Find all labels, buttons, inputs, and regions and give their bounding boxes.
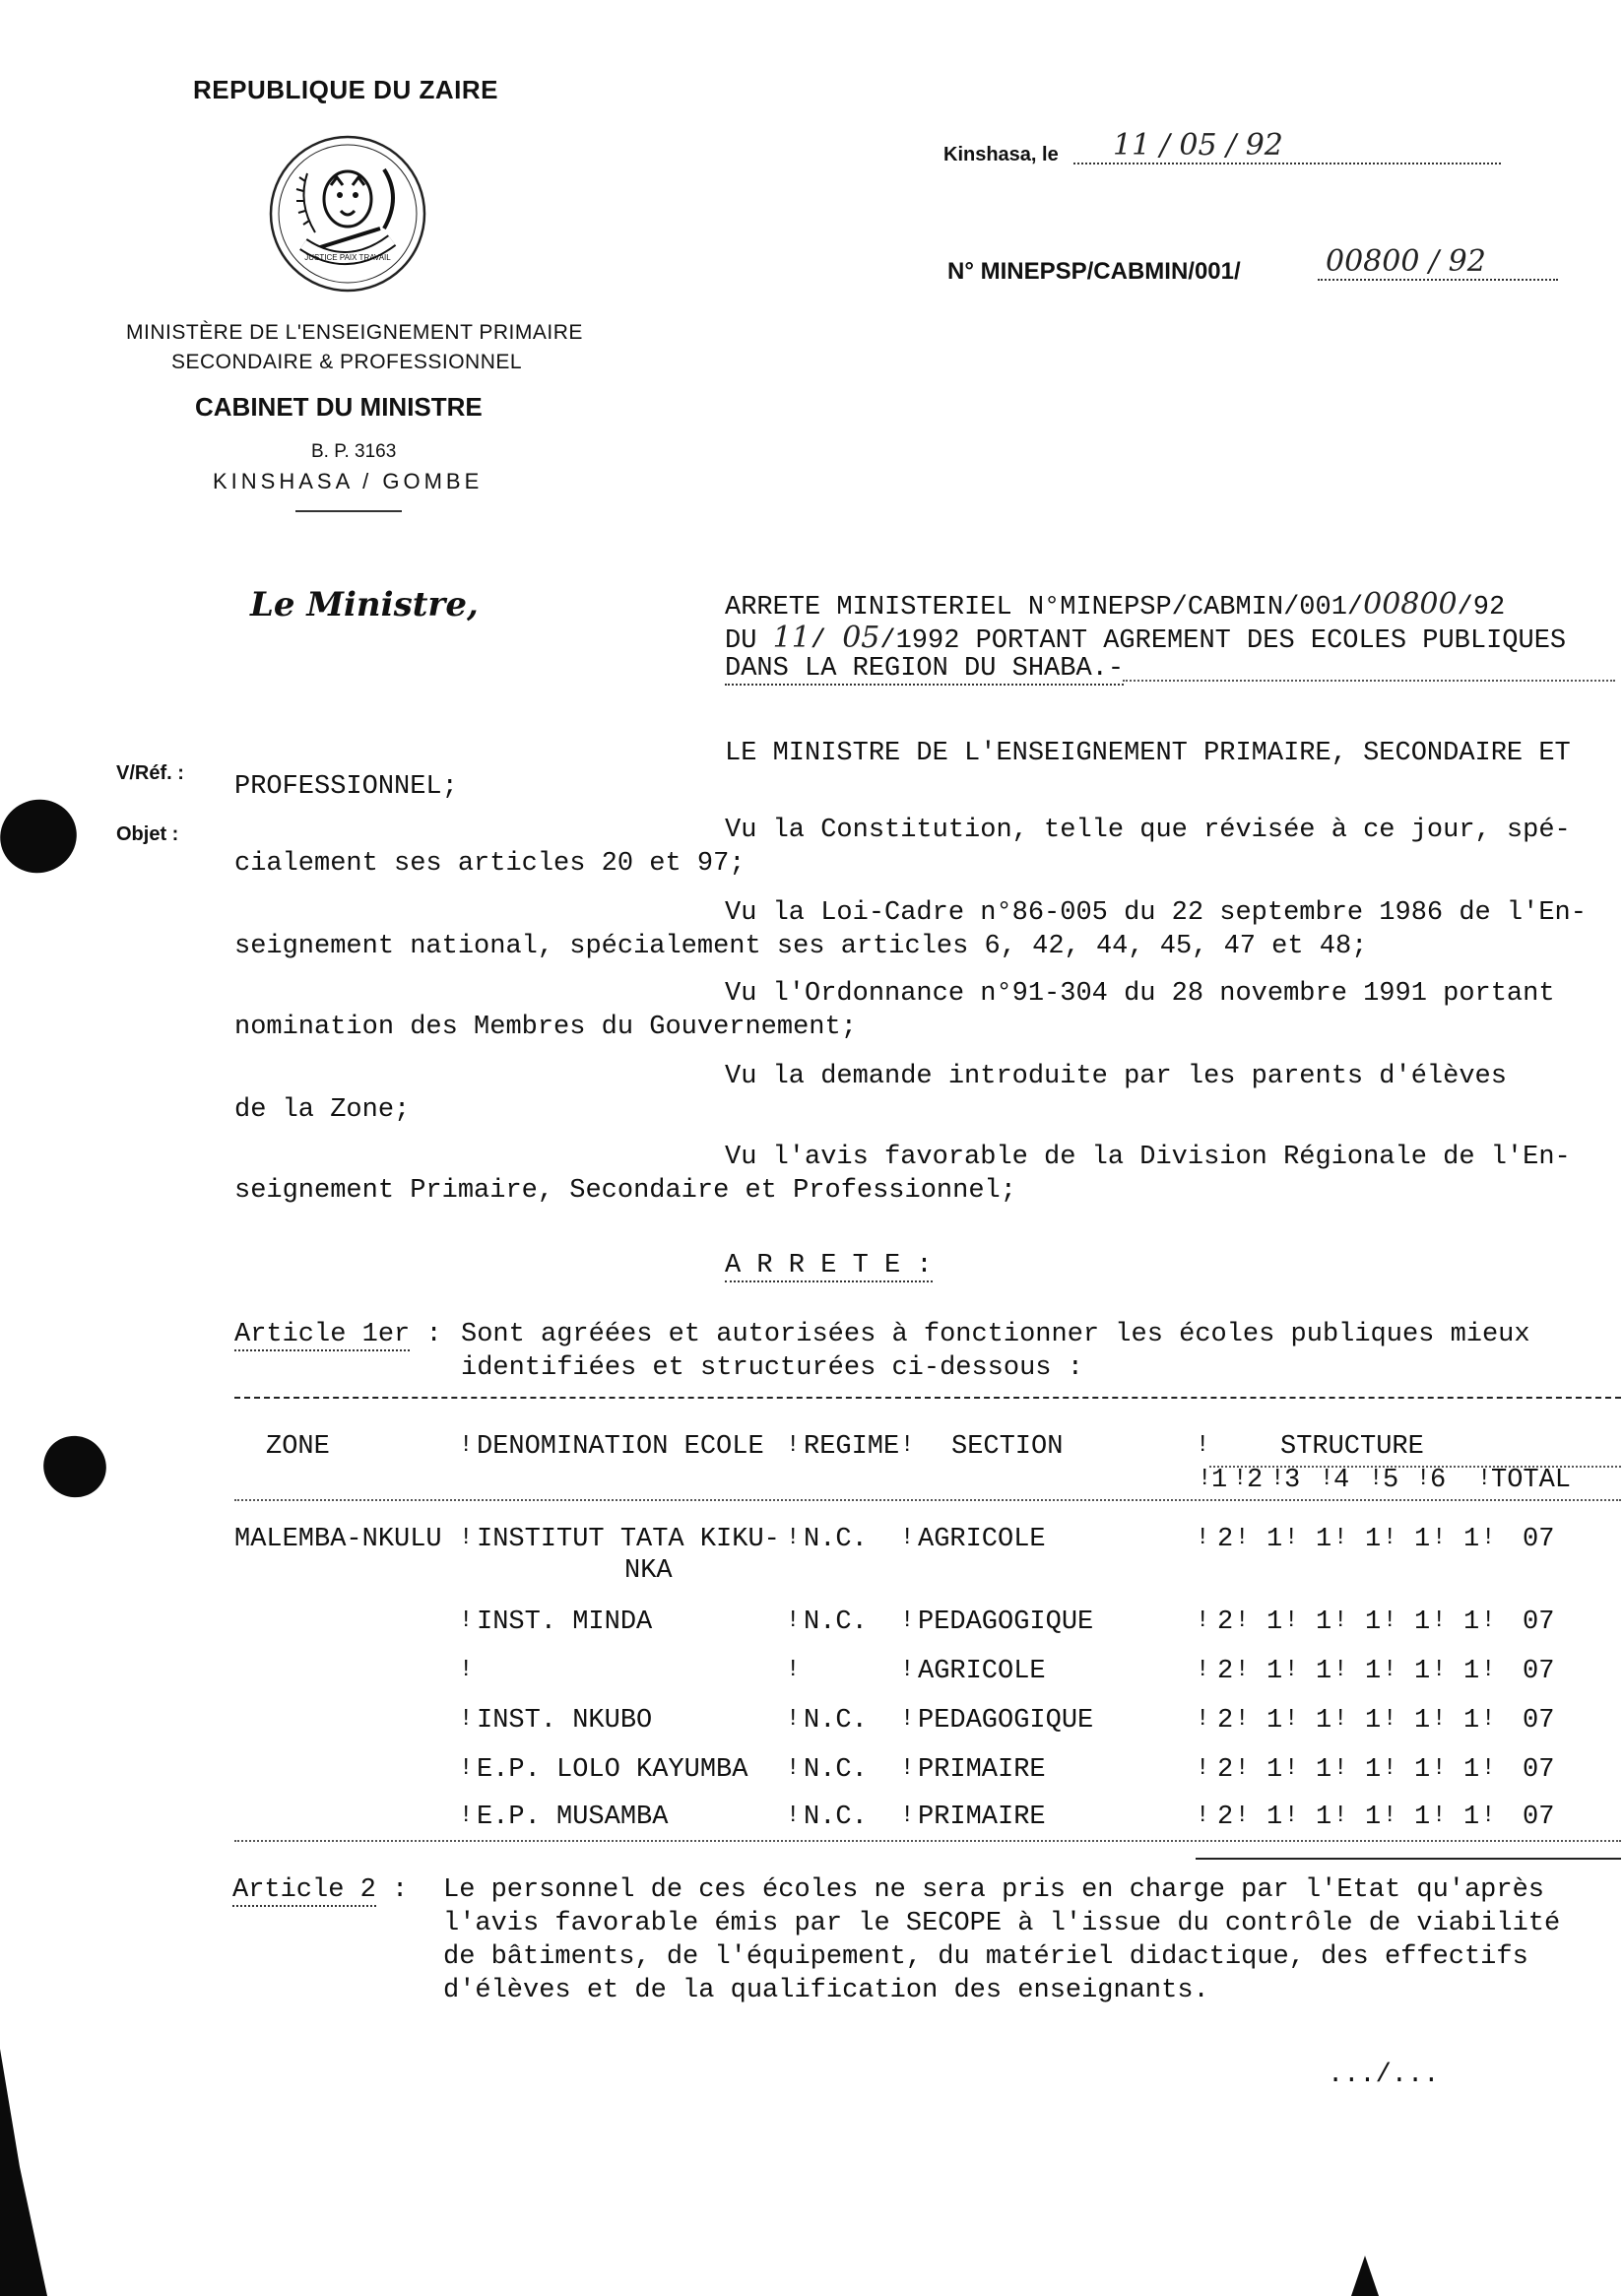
cell-structure-5: 1 <box>1414 1525 1431 1554</box>
structure-col-1: 1 <box>1211 1466 1228 1495</box>
cell-structure-5: 1 <box>1414 1657 1431 1686</box>
table-separator: ! <box>786 1706 801 1733</box>
cell-regime: N.C. <box>804 1755 868 1785</box>
table-separator: ! <box>1432 1525 1447 1551</box>
cell-structure-6: 1 <box>1463 1657 1480 1686</box>
table-separator: ! <box>1383 1706 1397 1733</box>
handwritten-date: 11 / 05 / 92 <box>1113 128 1283 163</box>
table-separator: ! <box>900 1755 915 1782</box>
table-separator: ! <box>1270 1466 1285 1492</box>
table-separator: ! <box>1383 1803 1397 1829</box>
article1-label: Article 1er : <box>234 1320 442 1349</box>
cell-structure-2: 1 <box>1266 1755 1283 1785</box>
table-separator: ! <box>1432 1607 1447 1634</box>
table-separator: ! <box>1481 1706 1496 1733</box>
cell-structure-1: 2 <box>1217 1803 1234 1832</box>
le-ministre-heading: Le Ministre, <box>250 585 479 624</box>
cell-structure-4: 1 <box>1365 1755 1382 1785</box>
cell-structure-3: 1 <box>1316 1755 1332 1785</box>
date-value <box>1073 128 1501 164</box>
cell-structure-3: 1 <box>1316 1803 1332 1832</box>
table-separator: ! <box>1383 1607 1397 1634</box>
article2-text-line4: d'élèves et de la qualification des enseignants. <box>443 1976 1209 2005</box>
table-separator: ! <box>1196 1755 1210 1782</box>
page-continuation: .../... <box>1328 2061 1440 2090</box>
table-separator: ! <box>900 1706 915 1733</box>
table-separator: ! <box>1432 1657 1447 1683</box>
table-separator: ! <box>1320 1466 1334 1492</box>
table-separator: ! <box>1235 1657 1250 1683</box>
handwritten-month: 05 <box>842 621 880 655</box>
table-separator: ! <box>1432 1755 1447 1782</box>
structure-col-2: 2 <box>1247 1466 1264 1495</box>
coat-of-arms-seal <box>268 134 427 294</box>
table-separator: ! <box>1284 1607 1299 1634</box>
article1-text-line2: identifiées et structurées ci-dessous : <box>461 1353 1083 1383</box>
reference-number-label: N° MINEPSP/CABMIN/001/ <box>947 258 1241 285</box>
table-separator: ! <box>1481 1657 1496 1683</box>
cell-structure-5: 1 <box>1414 1706 1431 1736</box>
table-separator: ! <box>1196 1525 1210 1551</box>
col-header-section: SECTION <box>951 1432 1064 1462</box>
table-separator: ! <box>1481 1755 1496 1782</box>
handwritten-decree-number: 00800 <box>1363 587 1458 622</box>
table-separator: ! <box>1284 1525 1299 1551</box>
cell-section: AGRICOLE <box>918 1657 1046 1686</box>
cell-school: INST. NKUBO <box>477 1706 653 1736</box>
cell-structure-5: 1 <box>1414 1607 1431 1637</box>
cell-school-cont: NKA <box>624 1556 673 1586</box>
cell-structure-6: 1 <box>1463 1525 1480 1554</box>
cell-structure-1: 2 <box>1217 1525 1234 1554</box>
preamble-line: Vu l'Ordonnance n°91-304 du 28 novembre 1991 portant <box>725 979 1555 1009</box>
table-separator: ! <box>1369 1466 1384 1492</box>
col-header-structure: STRUCTURE <box>1280 1432 1424 1462</box>
cell-zone: MALEMBA-NKULU <box>234 1525 442 1554</box>
cell-structure-5: 1 <box>1414 1803 1431 1832</box>
vref-label: V/Réf. : <box>116 762 184 784</box>
cell-structure-6: 1 <box>1463 1755 1480 1785</box>
cell-structure-1: 2 <box>1217 1706 1234 1736</box>
cell-structure-4: 1 <box>1365 1525 1382 1554</box>
date-label: Kinshasa, le <box>943 144 1059 165</box>
table-separator: ! <box>1284 1657 1299 1683</box>
table-separator: ! <box>1196 1607 1210 1634</box>
preamble-line: seignement national, spécialement ses articles 6, 42, 44, 45, 47 et 48; <box>234 932 1368 961</box>
objet-label: Objet : <box>116 823 179 845</box>
scan-edge-shadow <box>0 2049 59 2296</box>
preamble-line: Vu la demande introduite par les parents d'élèves <box>725 1062 1507 1091</box>
table-separator: ! <box>1333 1706 1348 1733</box>
cell-structure-6: 1 <box>1463 1706 1480 1736</box>
table-separator: ! <box>459 1607 474 1634</box>
header-divider <box>295 510 402 512</box>
table-separator: ! <box>459 1803 474 1829</box>
table-separator: ! <box>459 1525 474 1551</box>
scan-mark <box>0 789 87 884</box>
table-separator: ! <box>786 1657 801 1683</box>
cell-structure-5: 1 <box>1414 1755 1431 1785</box>
cell-structure-1: 2 <box>1217 1657 1234 1686</box>
cell-structure-6: 1 <box>1463 1803 1480 1832</box>
preamble-line: nomination des Membres du Gouvernement; <box>234 1013 857 1042</box>
cell-section: PRIMAIRE <box>918 1803 1046 1832</box>
table-separator: ! <box>1284 1755 1299 1782</box>
table-separator: ! <box>459 1657 474 1683</box>
cell-section: PRIMAIRE <box>918 1755 1046 1785</box>
decree-title-underline <box>1123 680 1615 682</box>
cell-section: AGRICOLE <box>918 1525 1046 1554</box>
city-line: KINSHASA / GOMBE <box>213 469 484 493</box>
preamble-line: LE MINISTRE DE L'ENSEIGNEMENT PRIMAIRE, SECONDAIRE ET <box>725 739 1571 768</box>
table-separator: ! <box>1196 1706 1210 1733</box>
decree-title-line3: DANS LA REGION DU SHABA.- <box>725 654 1125 684</box>
handwritten-number: 00800 / 92 <box>1326 244 1486 279</box>
cell-total: 07 <box>1523 1607 1555 1637</box>
table-separator: ! <box>1383 1525 1397 1551</box>
cell-section: PEDAGOGIQUE <box>918 1706 1094 1736</box>
cell-total: 07 <box>1523 1706 1555 1736</box>
article2-text-line2: l'avis favorable émis par le SECOPE à l'issue du contrôle de viabilité <box>443 1909 1561 1938</box>
cell-regime: N.C. <box>804 1607 868 1637</box>
scan-edge-shadow <box>1351 2256 1381 2296</box>
preamble-line: seignement Primaire, Secondaire et Professionnel; <box>234 1176 1016 1206</box>
cell-structure-2: 1 <box>1266 1607 1283 1637</box>
table-separator: ! <box>1432 1803 1447 1829</box>
table-separator: ! <box>459 1706 474 1733</box>
table-separator: ! <box>1416 1466 1431 1492</box>
cell-structure-6: 1 <box>1463 1607 1480 1637</box>
cell-structure-1: 2 <box>1217 1607 1234 1637</box>
table-separator: ! <box>786 1432 801 1459</box>
table-separator: ! <box>900 1607 915 1634</box>
table-separator: ! <box>1383 1755 1397 1782</box>
table-separator: ! <box>1481 1525 1496 1551</box>
arrete-heading: A R R E T E : <box>725 1251 933 1280</box>
table-separator: ! <box>1333 1803 1348 1829</box>
cell-structure-4: 1 <box>1365 1607 1382 1637</box>
table-separator: ! <box>1284 1706 1299 1733</box>
table-separator: ! <box>1432 1706 1447 1733</box>
article2-text-line1: Le personnel de ces écoles ne sera pris en charge par l'Etat qu'après <box>443 1875 1544 1905</box>
table-separator: ! <box>1198 1466 1212 1492</box>
preamble-line: Vu la Loi-Cadre n°86-005 du 22 septembre 1986 de l'En- <box>725 898 1587 928</box>
postal-box: B. P. 3163 <box>311 441 397 462</box>
table-separator: ! <box>1196 1432 1210 1459</box>
handwritten-day: 11 <box>772 621 811 655</box>
table-separator: ! <box>1333 1525 1348 1551</box>
table-separator: ! <box>1383 1657 1397 1683</box>
cell-structure-2: 1 <box>1266 1803 1283 1832</box>
col-header-zone: ZONE <box>266 1432 330 1462</box>
table-bottom-rule <box>234 1840 1621 1842</box>
cell-total: 07 <box>1523 1657 1555 1686</box>
table-separator: ! <box>786 1607 801 1634</box>
cell-total: 07 <box>1523 1803 1555 1832</box>
table-separator: ! <box>1481 1607 1496 1634</box>
structure-col-total: TOTAL <box>1491 1466 1572 1495</box>
table-separator: ! <box>900 1803 915 1829</box>
cell-school: INST. MINDA <box>477 1607 653 1637</box>
cell-structure-3: 1 <box>1316 1607 1332 1637</box>
scan-mark <box>33 1425 116 1507</box>
col-header-regime: REGIME <box>804 1432 900 1462</box>
svg-text:JUSTICE PAIX TRAVAIL: JUSTICE PAIX TRAVAIL <box>304 253 391 262</box>
article1-text-line1: Sont agréées et autorisées à fonctionner les écoles publiques mieux <box>461 1320 1530 1349</box>
table-top-rule <box>234 1397 1621 1399</box>
structure-col-5: 5 <box>1383 1466 1399 1495</box>
table-separator: ! <box>900 1432 915 1459</box>
cell-structure-1: 2 <box>1217 1755 1234 1785</box>
cell-structure-3: 1 <box>1316 1525 1332 1554</box>
preamble-line: Vu l'avis favorable de la Division Régionale de l'En- <box>725 1143 1571 1172</box>
cell-structure-3: 1 <box>1316 1706 1332 1736</box>
table-separator: ! <box>1235 1706 1250 1733</box>
table-separator: ! <box>1333 1755 1348 1782</box>
cell-total: 07 <box>1523 1755 1555 1785</box>
cell-regime: N.C. <box>804 1525 868 1554</box>
col-header-denomination: DENOMINATION ECOLE <box>477 1432 764 1462</box>
table-separator: ! <box>1235 1607 1250 1634</box>
table-separator: ! <box>459 1432 474 1459</box>
cell-school: E.P. MUSAMBA <box>477 1803 669 1832</box>
table-separator: ! <box>1196 1657 1210 1683</box>
structure-col-4: 4 <box>1333 1466 1350 1495</box>
table-separator: ! <box>786 1525 801 1551</box>
cell-structure-2: 1 <box>1266 1525 1283 1554</box>
ministry-name-line2: SECONDAIRE & PROFESSIONNEL <box>171 351 523 373</box>
cell-structure-3: 1 <box>1316 1657 1332 1686</box>
preamble-line: cialement ses articles 20 et 97; <box>234 849 746 879</box>
reference-number-value <box>1318 244 1558 281</box>
table-separator: ! <box>1235 1803 1250 1829</box>
ministry-name-line1: MINISTÈRE DE L'ENSEIGNEMENT PRIMAIRE <box>126 321 583 344</box>
structure-col-6: 6 <box>1430 1466 1447 1495</box>
cell-structure-4: 1 <box>1365 1706 1382 1736</box>
table-separator: ! <box>786 1755 801 1782</box>
country-name: REPUBLIQUE DU ZAIRE <box>193 75 498 104</box>
cell-structure-4: 1 <box>1365 1657 1382 1686</box>
article2-label: Article 2 : <box>232 1875 409 1905</box>
table-separator: ! <box>1284 1803 1299 1829</box>
table-separator: ! <box>1235 1755 1250 1782</box>
preamble-line: PROFESSIONNEL; <box>234 772 458 802</box>
table-separator: ! <box>900 1657 915 1683</box>
table-separator: ! <box>1333 1657 1348 1683</box>
cabinet-title: CABINET DU MINISTRE <box>195 392 483 422</box>
cell-structure-2: 1 <box>1266 1657 1283 1686</box>
table-separator: ! <box>1235 1525 1250 1551</box>
table-bottom-solid-rule <box>1196 1858 1621 1860</box>
preamble-line: de la Zone; <box>234 1095 411 1125</box>
cell-regime: N.C. <box>804 1706 868 1736</box>
table-separator: ! <box>1477 1466 1492 1492</box>
cell-school: INSTITUT TATA KIKU- <box>477 1525 780 1554</box>
cell-school: E.P. LOLO KAYUMBA <box>477 1755 748 1785</box>
table-separator: ! <box>1196 1803 1210 1829</box>
cell-regime: N.C. <box>804 1803 868 1832</box>
preamble-line: Vu la Constitution, telle que révisée à ce jour, spé- <box>725 816 1571 845</box>
table-header-rule <box>234 1499 1621 1501</box>
table-separator: ! <box>900 1525 915 1551</box>
structure-col-3: 3 <box>1284 1466 1301 1495</box>
cell-total: 07 <box>1523 1525 1555 1554</box>
table-separator: ! <box>786 1803 801 1829</box>
table-separator: ! <box>1233 1466 1248 1492</box>
cell-structure-4: 1 <box>1365 1803 1382 1832</box>
table-separator: ! <box>1481 1803 1496 1829</box>
decree-title-line1: ARRETE MINISTERIEL N°MINEPSP/CABMIN/001/00800/92 <box>725 587 1506 623</box>
cell-structure-2: 1 <box>1266 1706 1283 1736</box>
table-separator: ! <box>459 1755 474 1782</box>
table-separator: ! <box>1333 1607 1348 1634</box>
article2-text-line3: de bâtiments, de l'équipement, du matériel didactique, des effectifs <box>443 1942 1528 1972</box>
decree-title-line2: DU 11/ 05/1992 PORTANT AGREMENT DES ECOLES PUBLIQUES <box>725 621 1567 656</box>
cell-section: PEDAGOGIQUE <box>918 1607 1094 1637</box>
